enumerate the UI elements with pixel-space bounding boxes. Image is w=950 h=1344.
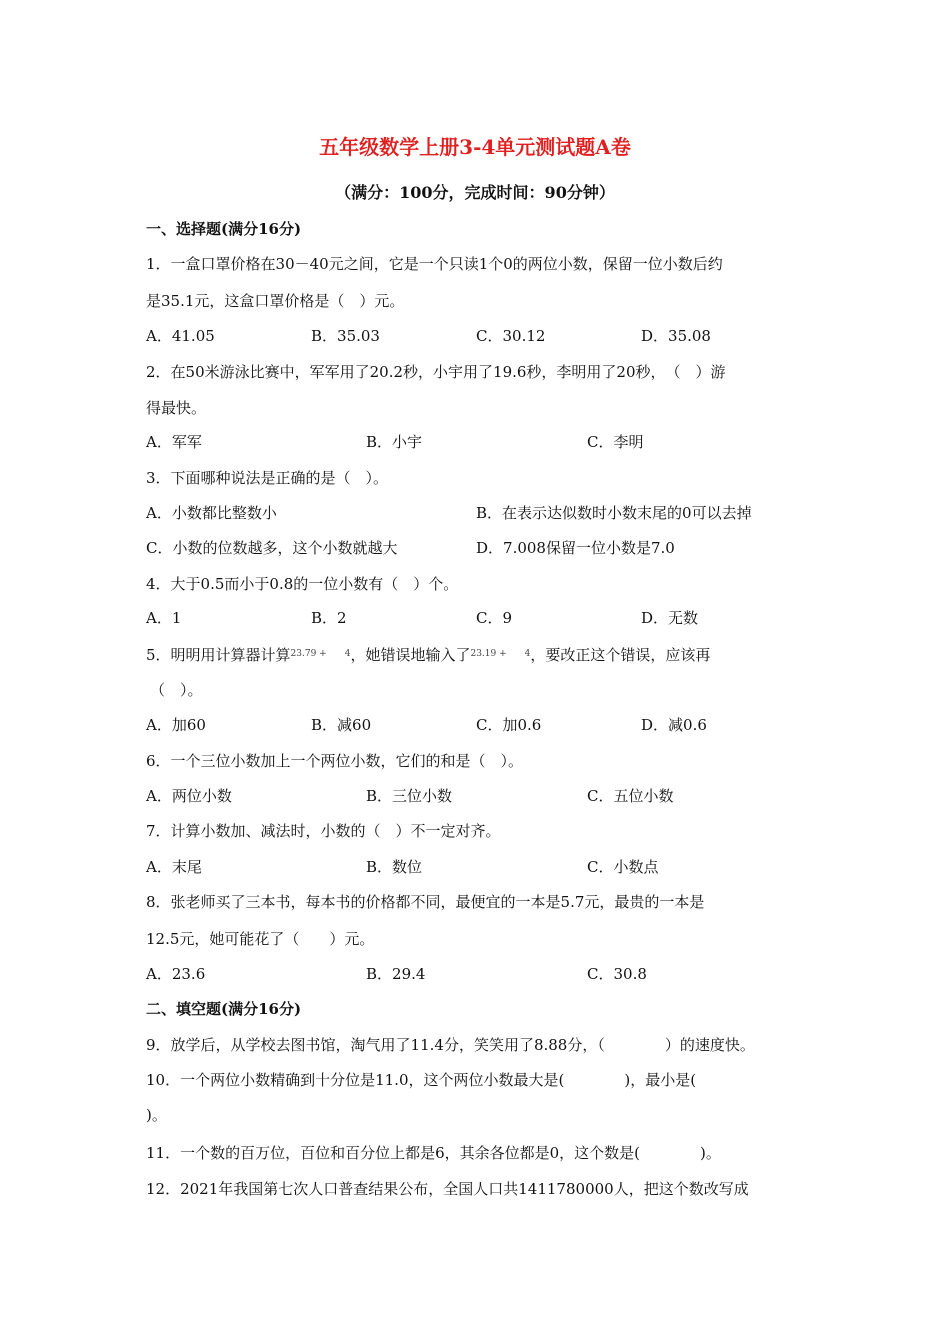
question-1-option-d: D．35.08 [641,327,711,345]
question-2-option-c: C．李明 [587,433,644,451]
question-10-line-2: )。 [146,1106,167,1124]
section-heading-fill-blank: 二、填空题(满分16分) [146,1000,302,1018]
question-8-option-a: A．23.6 [146,965,206,983]
question-6-option-a: A．两位小数 [146,787,232,805]
question-5-text-b: ，她错误地输入了 [350,646,471,664]
question-6-option-b: B．三位小数 [366,787,453,805]
question-8-option-c: C．30.8 [587,965,647,983]
question-6-line-1: 6．一个三位小数加上一个两位小数，它们的和是（ ）。 [146,752,524,770]
question-12-line-1: 12．2021年我国第七次人口普查结果公布，全国人口共1411780000人，把这个数改写成 [146,1180,749,1198]
question-1-option-c: C．30.12 [476,327,546,345]
question-3-line-1: 3．下面哪种说法是正确的是（ ）。 [146,469,389,487]
question-2-line-1: 2．在50米游泳比赛中，军军用了20.2秒，小宇用了19.6秒，李明用了20秒， （ ）游 [146,363,726,381]
question-4-option-b: B．2 [311,609,347,627]
page-title: 五年级数学上册3-4单元测试题A卷 [319,135,631,159]
question-1-option-a: A．41.05 [146,327,215,345]
question-10-line-1: 10．一个两位小数精确到十分位是11.0，这个两位小数最大是( )，最小是( [146,1071,697,1089]
question-3-option-a: A．小数都比整数小 [146,504,277,522]
question-9-line-1: 9．放学后，从学校去图书馆，淘气用了11.4分，笑笑用了8.88分，（ ）的速度快。 [146,1036,755,1054]
question-8-option-b: B．29.4 [366,965,426,983]
question-5-expression-correct: 23.79 + 4 [290,649,351,659]
question-3-option-d: D．7.008保留一位小数是7.0 [476,539,675,557]
question-7-line-1: 7．计算小数加、减法时，小数的（ ）不一定对齐。 [146,822,501,840]
question-4-option-c: C．9 [476,609,513,627]
question-5-text-a: 5．明明用计算器计算 [146,646,291,664]
question-5-line-2: （ ）。 [150,681,203,699]
question-4-option-d: D．无数 [641,609,699,627]
question-6-option-c: C．五位小数 [587,787,674,805]
question-2-option-b: B．小宇 [366,433,423,451]
question-5-option-d: D．减0.6 [641,716,707,734]
question-1-option-b: B．35.03 [311,327,380,345]
question-1-line-2: 是35.1元，这盒口罩价格是（ ）元。 [146,292,405,310]
question-8-line-1: 8．张老师买了三本书，每本书的价格都不同，最便宜的一本是5.7元，最贵的一本是 [146,893,705,911]
question-5-option-b: B．减60 [311,716,372,734]
question-7-option-c: C．小数点 [587,858,659,876]
question-11-line-1: 11．一个数的百万位，百位和百分位上都是6，其余各位都是0，这个数是( )。 [146,1144,721,1162]
section-heading-choice: 一、选择题(满分16分) [146,220,302,238]
question-4-line-1: 4．大于0.5而小于0.8的一位小数有（ ）个。 [146,575,459,593]
question-7-option-a: A．末尾 [146,858,202,876]
question-3-option-b: B．在表示达似数时小数末尾的0可以去掉 [476,504,752,522]
question-2-line-2: 得最快。 [146,399,207,417]
question-5-option-a: A．加60 [146,716,206,734]
question-4-option-a: A．1 [146,609,182,627]
question-5-line-1 [146,644,710,665]
question-5-text-c: ，要改正这个错误，应该再 [530,646,711,664]
question-7-option-b: B．数位 [366,858,423,876]
question-8-line-2: 12.5元，她可能花了（ ）元。 [146,930,375,948]
page-subtitle: （满分：100分，完成时间：90分钟） [335,183,615,202]
question-3-option-c: C．小数的位数越多，这个小数就越大 [146,539,398,557]
question-2-option-a: A．军军 [146,433,202,451]
question-1-line-1: 1．一盒口罩价格在30－40元之间，它是一个只读1个0的两位小数，保留一位小数后约 [146,255,723,273]
question-5-option-c: C．加0.6 [476,716,542,734]
question-5-expression-wrong: 23.19 + 4 [470,649,531,659]
